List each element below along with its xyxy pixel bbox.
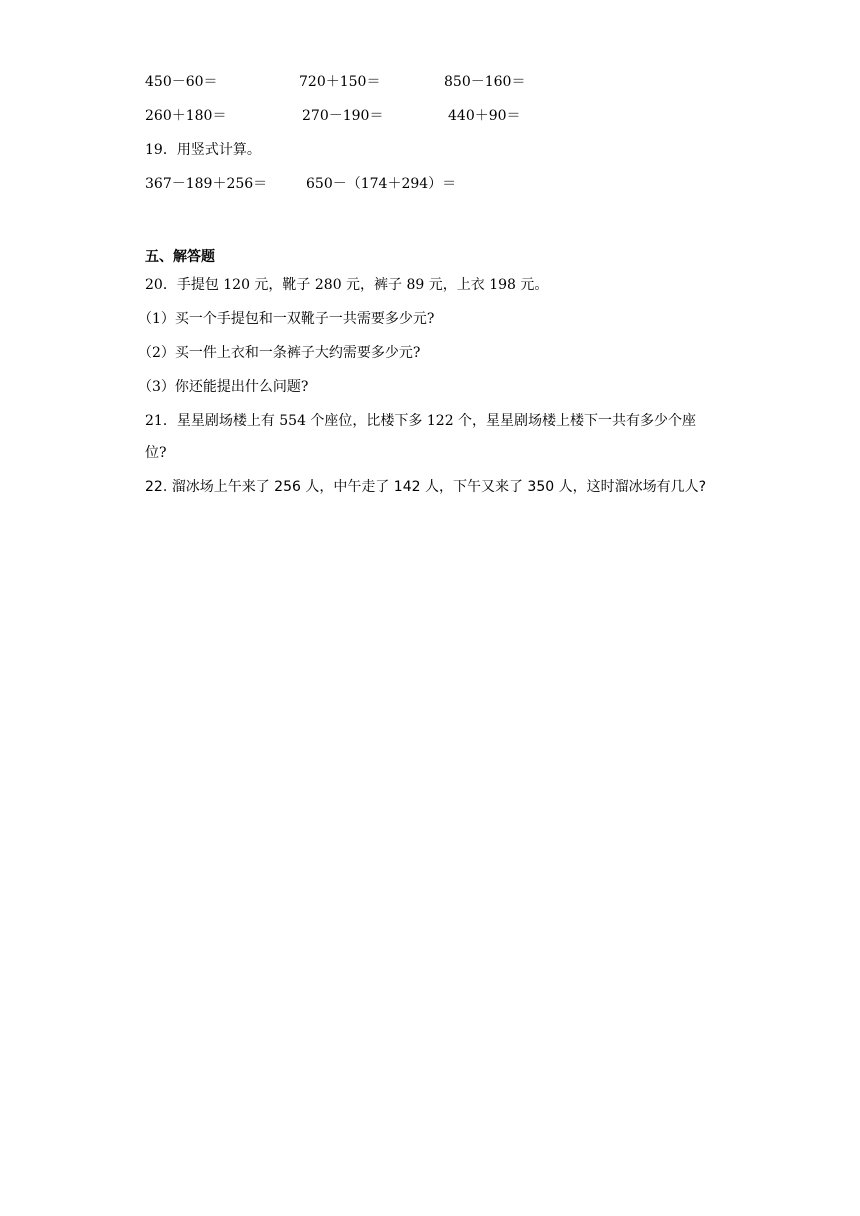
- q20-sub-3: （3）你还能提出什么问题?: [138, 379, 309, 395]
- oral-calc-1-3: 850－160＝: [444, 74, 526, 90]
- section-heading: 五、解答题: [145, 249, 215, 265]
- q21-line-2: 位?: [145, 445, 167, 461]
- oral-calc-2-3: 440＋90＝: [448, 108, 521, 124]
- q19-item-2: 650－（174＋294）＝: [306, 176, 457, 192]
- q19-item-1: 367－189＋256＝: [145, 176, 268, 192]
- q20-sub-2: （2）买一件上衣和一条裤子大约需要多少元?: [138, 345, 421, 361]
- oral-calc-2-2: 270－190＝: [302, 108, 384, 124]
- q20-stem: 20．手提包 120 元，靴子 280 元，裤子 89 元，上衣 198 元。: [145, 277, 549, 293]
- q22-text: 22. 溜冰场上午来了 256 人，中午走了 142 人，下午又来了 350 人，这时溜冰场有几人?: [145, 479, 707, 495]
- q20-sub-1: （1）买一个手提包和一双靴子一共需要多少元?: [138, 311, 435, 327]
- oral-calc-1-1: 450－60＝: [145, 74, 218, 90]
- q21-line-1: 21．星星剧场楼上有 554 个座位，比楼下多 122 个，星星剧场楼上楼下一共有多少个座: [145, 413, 697, 429]
- oral-calc-2-1: 260＋180＝: [145, 108, 227, 124]
- q19-title: 19．用竖式计算。: [145, 142, 261, 158]
- oral-calc-1-2: 720＋150＝: [299, 74, 381, 90]
